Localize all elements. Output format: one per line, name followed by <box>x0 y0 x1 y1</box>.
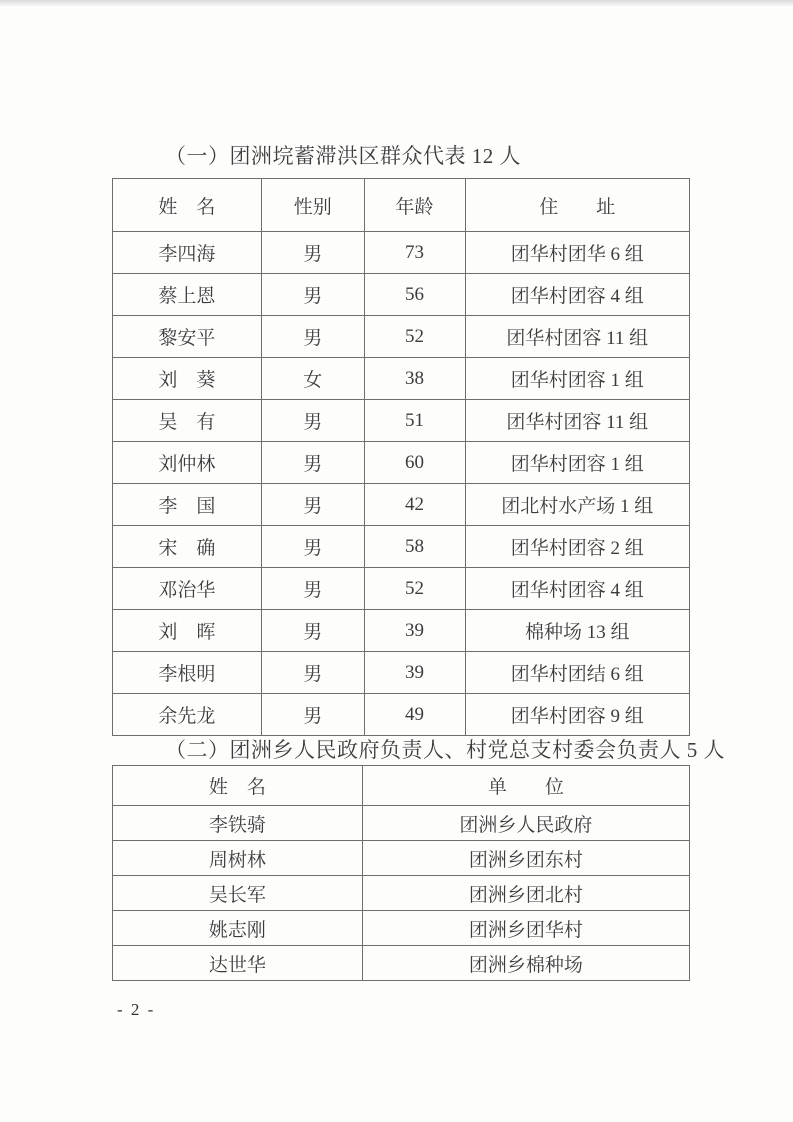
cell-unit: 团洲乡团东村 <box>362 841 689 876</box>
cell-address: 团华村团容 4 组 <box>465 568 689 610</box>
section2-header-row <box>113 766 690 806</box>
cell-unit: 团洲乡棉种场 <box>362 946 689 981</box>
cell-name: 蔡上恩 <box>113 274 262 316</box>
cell-address: 团华村团容 1 组 <box>465 358 689 400</box>
cell-gender: 男 <box>261 694 364 736</box>
table-row <box>113 316 690 358</box>
cell-name: 达世华 <box>113 946 363 981</box>
cell-name: 刘 晖 <box>113 610 262 652</box>
cell-age: 38 <box>364 358 465 400</box>
cell-name: 宋 确 <box>113 526 262 568</box>
cell-name: 吴 有 <box>113 400 262 442</box>
cell-name: 邓治华 <box>113 568 262 610</box>
cell-address: 团华村团华 6 组 <box>465 232 689 274</box>
table-row <box>113 568 690 610</box>
scan-edge <box>0 0 793 7</box>
table-row <box>113 652 690 694</box>
cell-gender: 男 <box>261 484 364 526</box>
cell-age: 39 <box>364 610 465 652</box>
cell-gender: 男 <box>261 568 364 610</box>
cell-gender: 女 <box>261 358 364 400</box>
cell-name: 刘 葵 <box>113 358 262 400</box>
table-row <box>113 841 690 876</box>
cell-gender: 男 <box>261 652 364 694</box>
cell-age: 49 <box>364 694 465 736</box>
section1-table <box>112 178 690 736</box>
table-row <box>113 526 690 568</box>
col-header-gender: 性别 <box>261 179 364 232</box>
cell-age: 39 <box>364 652 465 694</box>
cell-address: 团华村团容 1 组 <box>465 442 689 484</box>
cell-address: 团华村团容 9 组 <box>465 694 689 736</box>
cell-age: 52 <box>364 568 465 610</box>
cell-address: 团北村水产场 1 组 <box>465 484 689 526</box>
cell-name: 姚志刚 <box>113 911 363 946</box>
section2-table-body <box>113 806 690 981</box>
cell-unit: 团洲乡人民政府 <box>362 806 689 841</box>
col-header-age: 年龄 <box>364 179 465 232</box>
cell-address: 棉种场 13 组 <box>465 610 689 652</box>
col-header-name: 姓 名 <box>113 179 262 232</box>
cell-gender: 男 <box>261 526 364 568</box>
cell-age: 51 <box>364 400 465 442</box>
cell-age: 56 <box>364 274 465 316</box>
cell-unit: 团洲乡团北村 <box>362 876 689 911</box>
cell-gender: 男 <box>261 610 364 652</box>
section2-heading: （二）团洲乡人民政府负责人、村党总支村委会负责人 5 人 <box>165 738 725 762</box>
col-header-address: 住 址 <box>465 179 689 232</box>
table-row <box>113 484 690 526</box>
table-row <box>113 694 690 736</box>
table-row <box>113 274 690 316</box>
table-row <box>113 911 690 946</box>
cell-gender: 男 <box>261 316 364 358</box>
cell-gender: 男 <box>261 442 364 484</box>
table-row <box>113 400 690 442</box>
cell-name: 余先龙 <box>113 694 262 736</box>
cell-age: 73 <box>364 232 465 274</box>
table-row <box>113 442 690 484</box>
cell-age: 60 <box>364 442 465 484</box>
cell-gender: 男 <box>261 400 364 442</box>
cell-age: 42 <box>364 484 465 526</box>
table-row <box>113 232 690 274</box>
cell-name: 李 国 <box>113 484 262 526</box>
section1-table-body <box>113 232 690 736</box>
cell-name: 黎安平 <box>113 316 262 358</box>
col-header-unit: 单 位 <box>362 766 689 806</box>
cell-address: 团华村团结 6 组 <box>465 652 689 694</box>
cell-address: 团华村团容 4 组 <box>465 274 689 316</box>
section1-header-row <box>113 179 690 232</box>
cell-name: 吴长军 <box>113 876 363 911</box>
cell-name: 刘仲林 <box>113 442 262 484</box>
cell-age: 58 <box>364 526 465 568</box>
table-row <box>113 358 690 400</box>
section2-table <box>112 765 690 981</box>
table-row <box>113 806 690 841</box>
cell-name: 周树林 <box>113 841 363 876</box>
cell-gender: 男 <box>261 274 364 316</box>
cell-address: 团华村团容 11 组 <box>465 316 689 358</box>
col-header-name2: 姓 名 <box>113 766 363 806</box>
table-row <box>113 946 690 981</box>
cell-address: 团华村团容 2 组 <box>465 526 689 568</box>
page-number: - 2 - <box>117 1000 156 1019</box>
cell-gender: 男 <box>261 232 364 274</box>
cell-unit: 团洲乡团华村 <box>362 911 689 946</box>
section1-heading: （一）团洲垸蓄滞洪区群众代表 12 人 <box>165 144 521 168</box>
cell-address: 团华村团容 11 组 <box>465 400 689 442</box>
cell-name: 李铁骑 <box>113 806 363 841</box>
cell-age: 52 <box>364 316 465 358</box>
table-row <box>113 876 690 911</box>
cell-name: 李根明 <box>113 652 262 694</box>
cell-name: 李四海 <box>113 232 262 274</box>
table-row <box>113 610 690 652</box>
